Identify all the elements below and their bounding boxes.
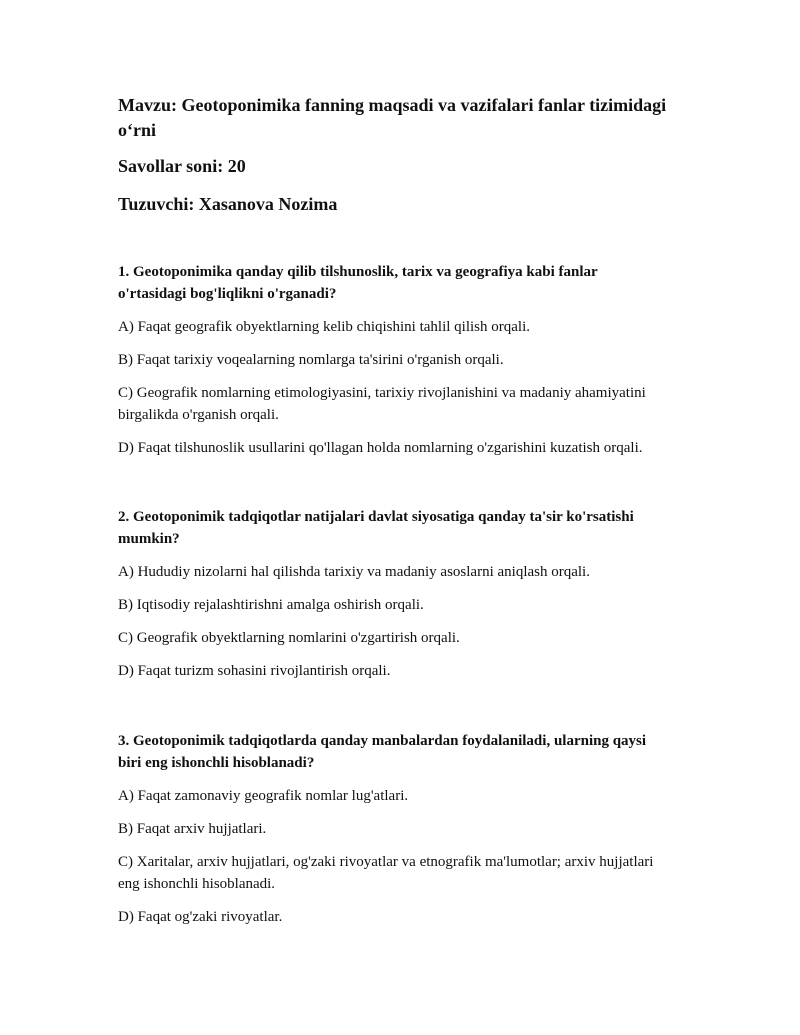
author-line: Tuzuvchi: Xasanova Nozima xyxy=(118,194,338,214)
option-a: A) Hududiy nizolarni hal qilishda tarixiy va madaniy asoslarni aniqlash orqali. xyxy=(118,564,590,580)
question-2 xyxy=(118,506,688,682)
option-b: B) Faqat tarixiy voqealarning nomlarga ta'sirini o'rganish orqali. xyxy=(118,352,504,368)
option-d: D) Faqat og'zaki rivoyatlar. xyxy=(118,909,283,925)
question-text: 1. Geotoponimika qanday qilib tilshunoslik, tarix va geografiya kabi fanlar o'rtasidagi bog'liqlikni o'rganadi? xyxy=(118,264,598,302)
option-a: A) Faqat zamonaviy geografik nomlar lug'atlari. xyxy=(118,788,409,804)
option-c: C) Geografik nomlarning etimologiyasini, tarixiy rivojlanishini va madaniy ahamiyatini birgalikda o'rganish orqali. xyxy=(118,385,646,423)
option-d: D) Faqat tilshunoslik usullarini qo'llagan holda nomlarning o'zgarishini kuzatish orqali. xyxy=(118,440,643,456)
question-3 xyxy=(118,730,688,928)
option-c: C) Geografik obyektlarning nomlarini o'zgartirish orqali. xyxy=(118,630,460,646)
question-text: 3. Geotoponimik tadqiqotlarda qanday manbalardan foydalaniladi, ularning qaysi biri eng ishonchli hisoblanadi? xyxy=(118,733,647,771)
option-d: D) Faqat turizm sohasini rivojlantirish orqali. xyxy=(118,663,391,679)
question-1 xyxy=(118,261,688,459)
question-count: Savollar soni: 20 xyxy=(118,156,246,176)
option-c: C) Xaritalar, arxiv hujjatlari, og'zaki rivoyatlar va etnografik ma'lumotlar; arxiv hujjatlari eng ishonchli hisoblanadi. xyxy=(118,854,654,892)
question-text: 2. Geotoponimik tadqiqotlar natijalari davlat siyosatiga qanday ta'sir ko'rsatishi mumkin? xyxy=(118,509,634,547)
option-b: B) Faqat arxiv hujjatlari. xyxy=(118,821,267,837)
document-title: Mavzu: Geotoponimika fanning maqsadi va vazifalari fanlar tizimidagi o‘rni xyxy=(118,95,667,140)
option-a: A) Faqat geografik obyektlarning kelib chiqishini tahlil qilish orqali. xyxy=(118,319,531,335)
option-b: B) Iqtisodiy rejalashtirishni amalga oshirish orqali. xyxy=(118,597,424,613)
